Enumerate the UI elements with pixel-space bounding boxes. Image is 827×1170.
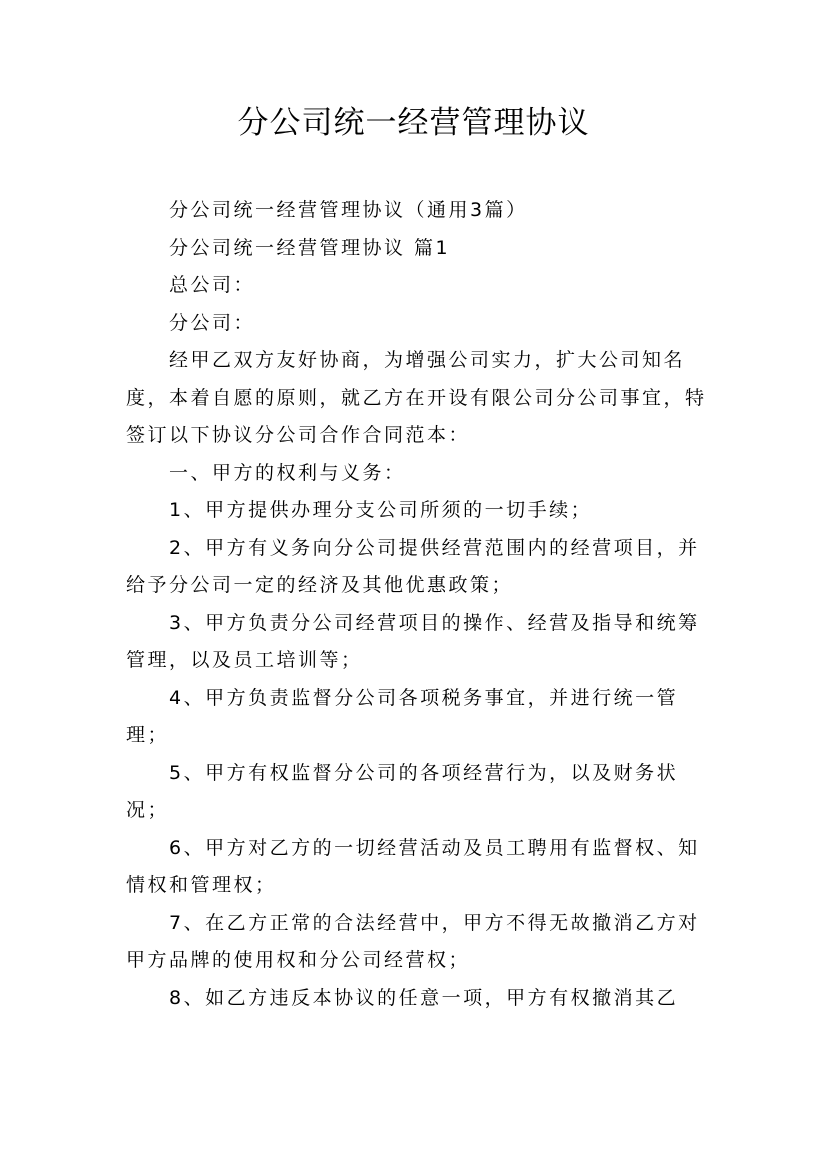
paragraph: 2、甲方有义务向分公司提供经营范围内的经营项目，并给予分公司一定的经济及其他优惠政策； (126, 536, 700, 596)
paragraph: 3、甲方负责分公司经营项目的操作、经营及指导和统筹管理，以及员工培训等； (126, 611, 700, 671)
paragraph: 总公司： (169, 274, 256, 296)
paragraph: 5、甲方有权监督分公司的各项经营行为，以及财务状况； (126, 761, 679, 821)
paragraph: 4、甲方负责监督分公司各项税务事宜，并进行统一管理； (126, 686, 679, 746)
paragraph: 6、甲方对乙方的一切经营活动及员工聘用有监督权、知情权和管理权； (126, 836, 700, 896)
paragraph: 分公司统一经营管理协议 篇1 (169, 236, 451, 259)
paragraph: 分公司统一经营管理协议（通用3篇） (169, 199, 528, 221)
document-title: 分公司统一经营管理协议 (237, 105, 590, 141)
document-body (126, 192, 709, 1017)
paragraph: 一、甲方的权利与义务： (169, 461, 406, 484)
paragraph: 1、甲方提供办理分支公司所须的一切手续； (169, 499, 593, 521)
paragraph: 分公司： (169, 311, 256, 334)
paragraph: 7、在乙方正常的合法经营中，甲方不得无故撤消乙方对甲方品牌的使用权和分公司经营权； (126, 911, 700, 971)
paragraph: 8、如乙方违反本协议的任意一项，甲方有权撤消其乙 (169, 986, 679, 1009)
paragraph: 经甲乙双方友好协商，为增强公司实力，扩大公司知名度，本着自愿的原则，就乙方在开设有限公司分公司事宜，特签订以下协议分公司合作合同范本： (126, 349, 707, 446)
